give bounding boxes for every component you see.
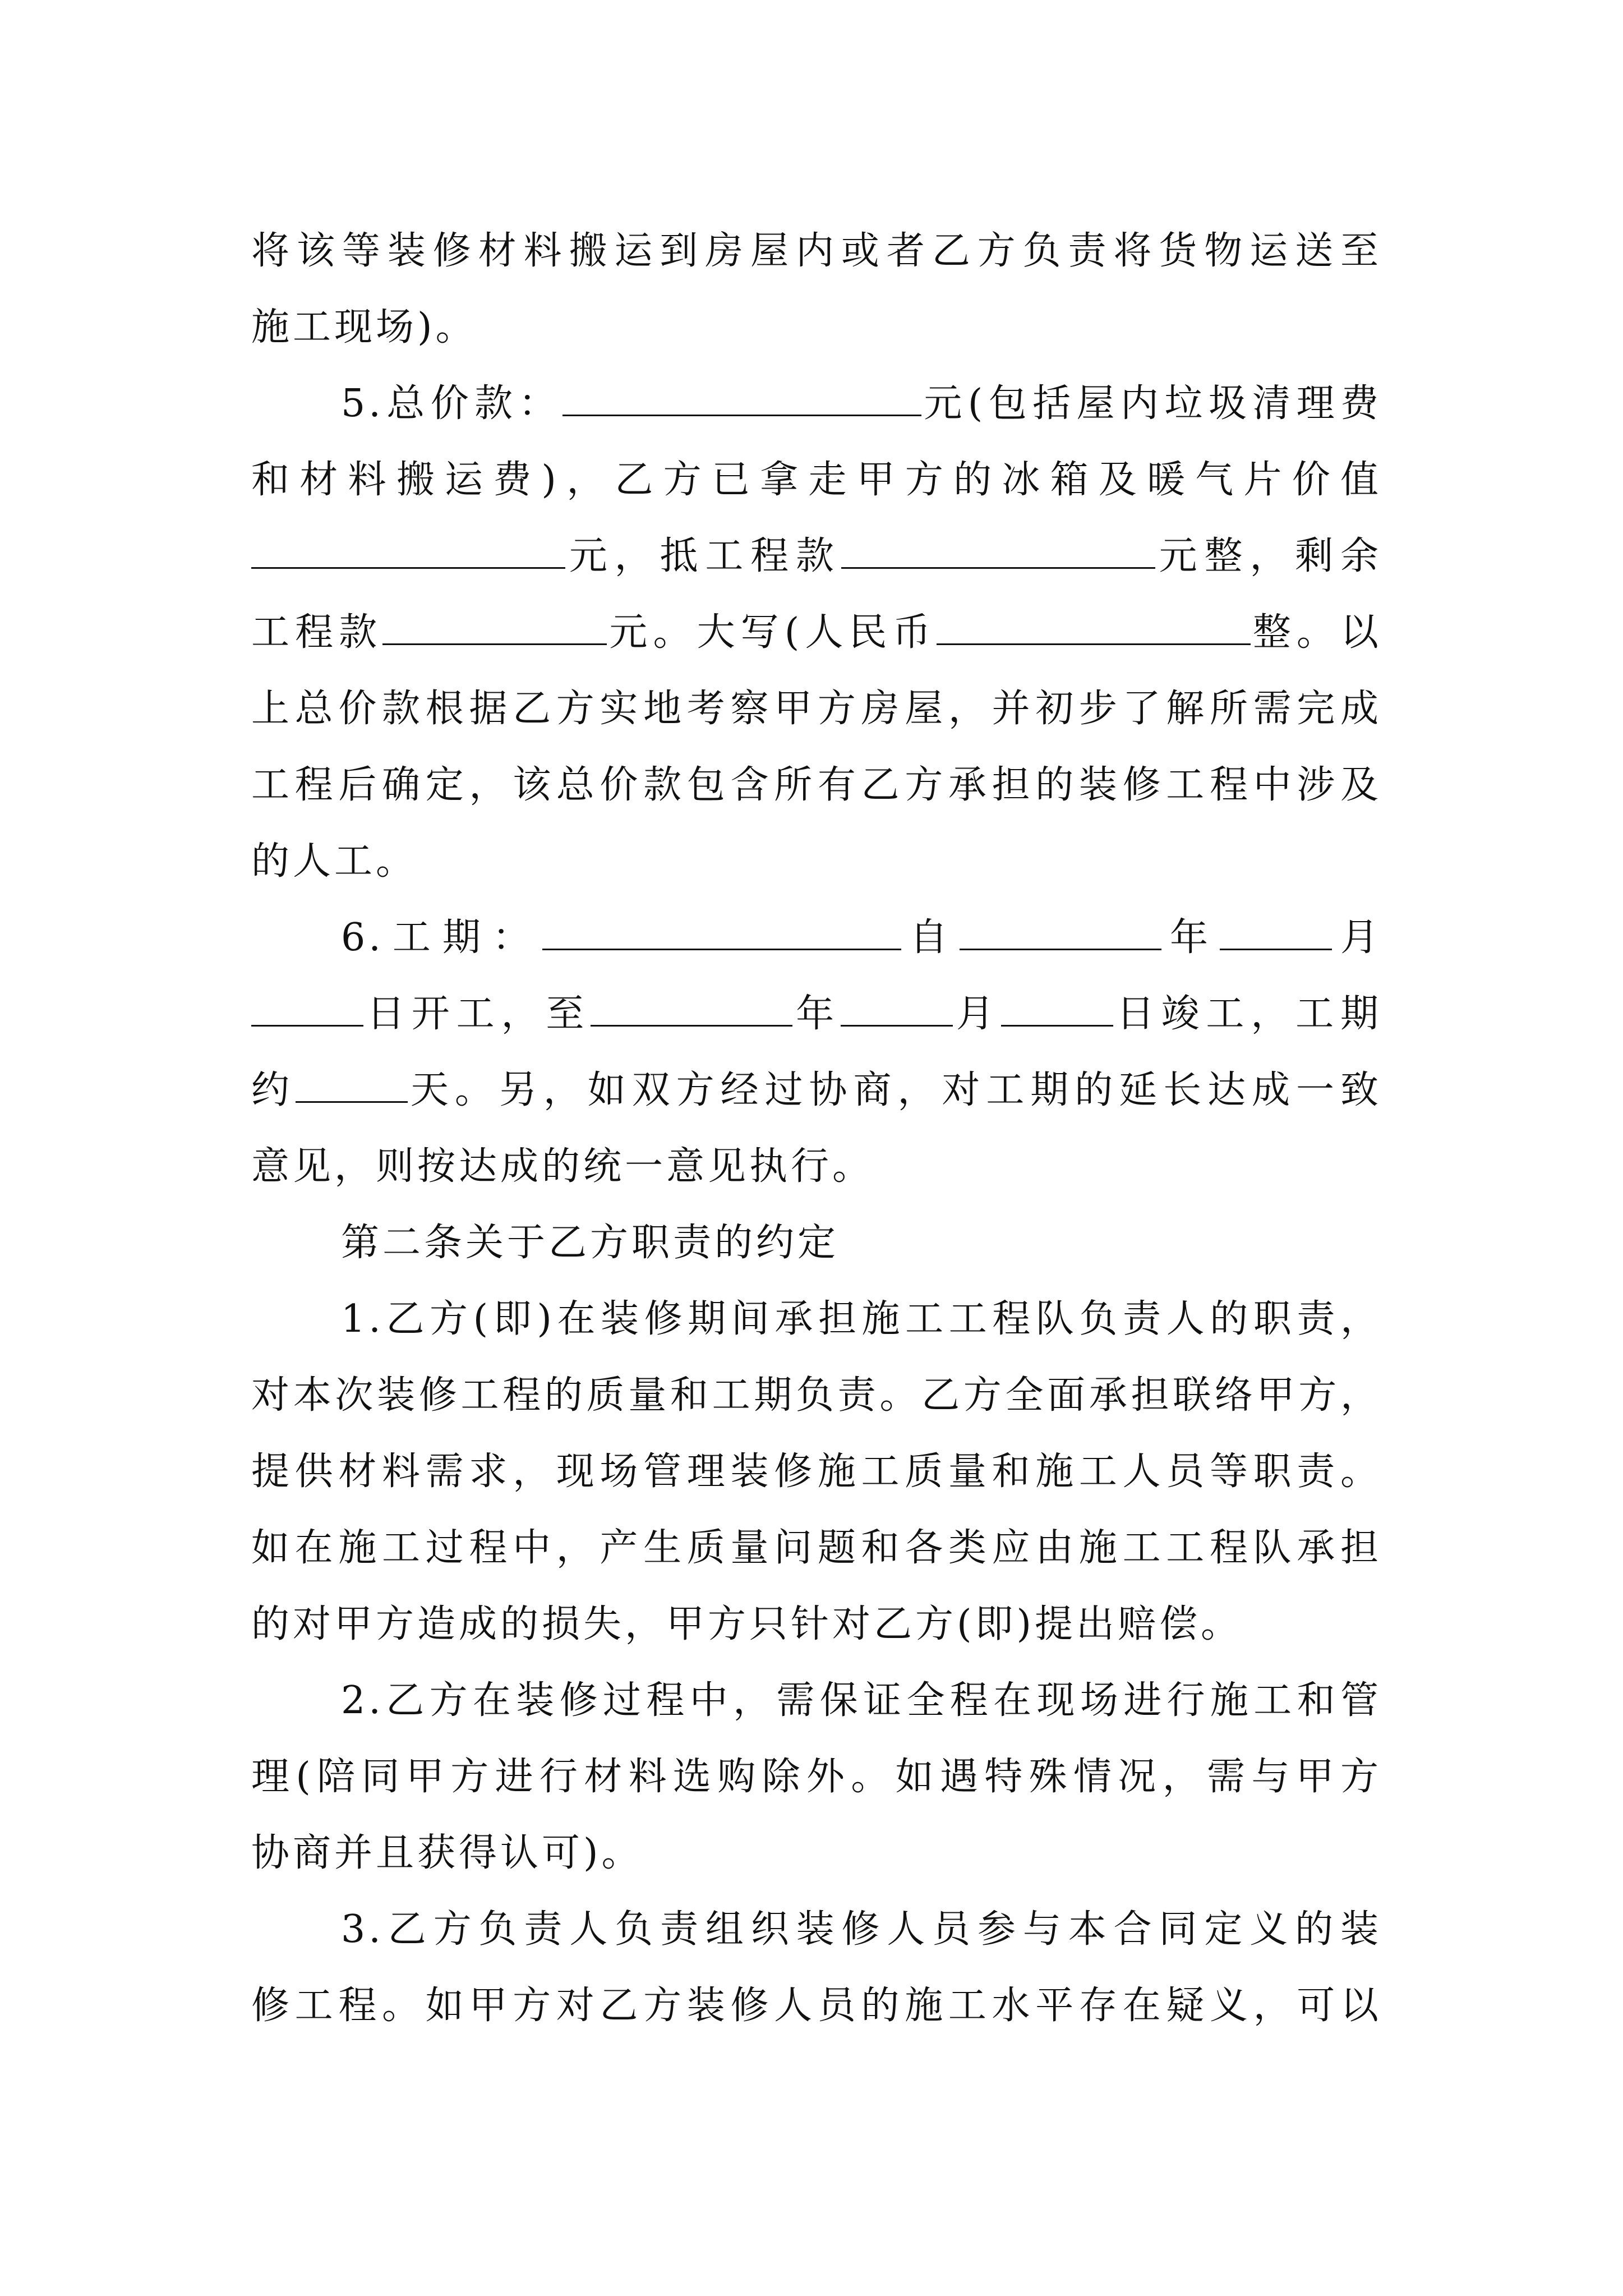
text-run: 意见，则按达成的统一意见执行。 (251, 1144, 874, 1189)
text-line (251, 595, 1382, 671)
text-run: 第二条关于乙方职责的约定 (341, 1221, 840, 1265)
fill-in-blank (591, 991, 792, 1027)
text-run: 提供材料需求，现场管理装修施工质量和施工人员等职责。 (251, 1450, 1382, 1494)
text-run: 协商并且获得认可)。 (251, 1831, 643, 1875)
paragraph (251, 213, 1382, 366)
text-run: 1.乙方(即)在装修期间承担施工工程队负责人的职责， (341, 1297, 1382, 1341)
fill-in-blank (1220, 915, 1332, 950)
text-run: 元(包括屋内垃圾清理费 (921, 381, 1382, 426)
fill-in-blank (251, 991, 363, 1027)
text-line (251, 1434, 1382, 1510)
text-run: 日开工，至 (363, 992, 591, 1036)
text-run: 理(陪同甲方进行材料选购除外。如遇特殊情况，需与甲方 (251, 1755, 1382, 1799)
text-run: 约 (251, 1068, 296, 1112)
document-page (251, 213, 1382, 2044)
text-line (251, 213, 1382, 289)
text-line (251, 1892, 1382, 1968)
text-run: 5.总价款： (341, 381, 562, 426)
text-run: 工程款 (251, 610, 383, 655)
fill-in-blank (382, 610, 607, 645)
text-run: 的对甲方造成的损失，甲方只针对乙方(即)提出赔偿。 (251, 1602, 1243, 1646)
text-line (251, 518, 1382, 595)
text-run: 如在施工过程中，产生质量问题和各类应由施工工程队承担 (251, 1526, 1382, 1570)
text-run: 月 (1331, 915, 1382, 960)
text-run: 年 (792, 992, 841, 1036)
fill-in-blank (542, 915, 901, 950)
text-line (251, 671, 1382, 747)
text-run: 整。以 (1250, 610, 1382, 655)
text-run: 元。大写(人民币 (607, 610, 937, 655)
text-run: 元，抵工程款 (565, 534, 841, 578)
text-line (251, 1663, 1382, 1739)
text-run: 3.乙方负责人负责组织装修人员参与本合同定义的装 (341, 1907, 1382, 1952)
text-run: 日竣工，工期 (1113, 992, 1382, 1036)
fill-in-blank (841, 991, 953, 1027)
text-line (251, 900, 1382, 976)
text-line (251, 1052, 1382, 1129)
text-line (251, 1586, 1382, 1663)
text-line (251, 289, 1382, 366)
fill-in-blank (937, 610, 1251, 645)
text-line (251, 1129, 1382, 1205)
text-line (251, 1281, 1382, 1358)
text-run: 将该等装修材料搬运到房屋内或者乙方负责将货物运送至 (251, 229, 1382, 273)
text-run: 元整，剩余 (1155, 534, 1382, 578)
text-run: 月 (952, 992, 1001, 1036)
paragraph (251, 366, 1382, 900)
fill-in-blank (296, 1068, 408, 1103)
text-line (251, 1510, 1382, 1586)
text-run: 对本次装修工程的质量和工期负责。乙方全面承担联络甲方， (251, 1373, 1382, 1418)
text-run: 工程后确定，该总价款包含所有乙方承担的装修工程中涉及 (251, 763, 1382, 807)
text-run: 和材料搬运费)，乙方已拿走甲方的冰箱及暖气片价值 (251, 458, 1382, 502)
text-line (251, 747, 1382, 823)
paragraph (251, 1205, 1382, 1281)
text-line (251, 1815, 1382, 1892)
fill-in-blank (251, 533, 565, 569)
text-line (251, 366, 1382, 442)
paragraph (251, 1892, 1382, 2044)
text-run: 6.工期： (341, 915, 542, 960)
fill-in-blank (841, 533, 1155, 569)
text-run: 2.乙方在装修过程中，需保证全程在现场进行施工和管 (341, 1678, 1382, 1723)
text-run: 修工程。如甲方对乙方装修人员的施工水平存在疑义，可以 (251, 1984, 1382, 2028)
fill-in-blank (562, 381, 921, 416)
text-line (251, 1358, 1382, 1434)
text-line (251, 1739, 1382, 1815)
fill-in-blank (1001, 991, 1113, 1027)
fill-in-blank (960, 915, 1161, 950)
text-run: 天。另，如双方经过协商，对工期的延长达成一致 (407, 1068, 1382, 1112)
text-line (251, 442, 1382, 518)
text-run: 年 (1161, 915, 1220, 960)
paragraph (251, 1663, 1382, 1892)
text-run: 自 (901, 915, 960, 960)
text-line (251, 823, 1382, 900)
text-run: 的人工。 (251, 839, 418, 884)
paragraph (251, 1281, 1382, 1663)
text-line (251, 1205, 1382, 1281)
text-line (251, 1968, 1382, 2044)
text-run: 上总价款根据乙方实地考察甲方房屋，并初步了解所需完成 (251, 687, 1382, 731)
paragraph (251, 900, 1382, 1205)
text-run: 施工现场)。 (251, 305, 477, 349)
text-line (251, 976, 1382, 1052)
